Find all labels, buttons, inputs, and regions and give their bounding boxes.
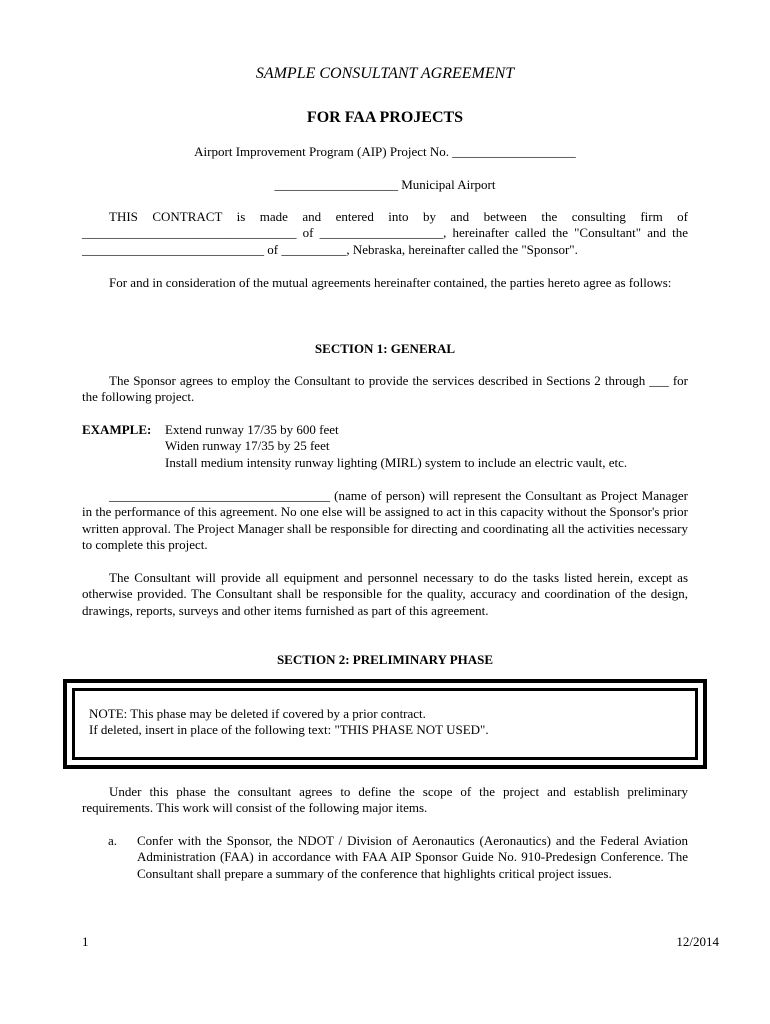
note-line: NOTE: This phase may be deleted if covered by a prior contract. xyxy=(89,706,426,721)
document-subtitle: FOR FAA PROJECTS xyxy=(306,109,464,126)
preliminary-phase-paragraph: Under this phase the consultant agrees to define the scope of the project and establish preliminary requirements. This work will consist of the following major items. xyxy=(82,784,688,816)
note-box-text xyxy=(89,706,489,739)
consideration-paragraph: For and in consideration of the mutual agreements hereinafter contained, the parties hereto agree as follows: xyxy=(109,275,672,290)
example-item: Install medium intensity runway lighting (MIRL) system to include an electric vault, etc. xyxy=(165,454,628,470)
section-2-heading: SECTION 2: PRELIMINARY PHASE xyxy=(276,652,494,667)
list-item-text: Confer with the Sponsor, the NDOT / Division of Aeronautics (Aeronautics) and the Federal Aviation Administration (FAA) in accordance with FAA AIP Sponsor Guide No. 910-Predesign Conference. The Consultant shall prepare a summary of the conference that highlights critical project issues. xyxy=(137,833,688,881)
contract-paragraph: THIS CONTRACT is made and entered into by and between the consulting firm of _________________________________ of ___________________, hereinafter called the "Consultant" and the ____________________________ of __________, Nebraska, hereinafter called the "Sponsor". xyxy=(82,209,688,257)
list-item-letter: a. xyxy=(108,833,118,848)
project-manager-paragraph: __________________________________ (name of person) will represent the Consultant as Project Manager in the performance of this agreement. No one else will be assigned to act in this capacity without the Sponsor's prior written approval. The Project Manager shall be responsible for directing and coordinating all the activities necessary to complete this project. xyxy=(82,488,688,552)
note-line: If deleted, insert in place of the following text: "THIS PHASE NOT USED". xyxy=(89,722,489,738)
project-number-line: Airport Improvement Program (AIP) Project No. ___________________ xyxy=(194,144,576,159)
example-label: EXAMPLE: xyxy=(82,422,152,437)
section-1-intro-paragraph: The Sponsor agrees to employ the Consultant to provide the services described in Sections 2 through ___ for the following project. xyxy=(82,373,688,405)
section-1-heading: SECTION 1: GENERAL xyxy=(314,341,456,356)
page-number: 1 xyxy=(82,934,89,949)
consultant-responsibility-paragraph: The Consultant will provide all equipment and personnel necessary to do the tasks listed herein, except as otherwise provided. The Consultant shall be responsible for the quality, accuracy and coordination of the design, drawings, reports, surveys and other items furnished as part of this agreement. xyxy=(82,570,688,618)
example-item: Extend runway 17/35 by 600 feet xyxy=(165,422,339,437)
municipal-airport-line: ___________________ Municipal Airport xyxy=(274,177,496,192)
example-item: Widen runway 17/35 by 25 feet xyxy=(165,438,330,454)
example-list xyxy=(165,422,627,471)
document-title: SAMPLE CONSULTANT AGREEMENT xyxy=(255,65,515,82)
revision-date: 12/2014 xyxy=(676,934,719,949)
